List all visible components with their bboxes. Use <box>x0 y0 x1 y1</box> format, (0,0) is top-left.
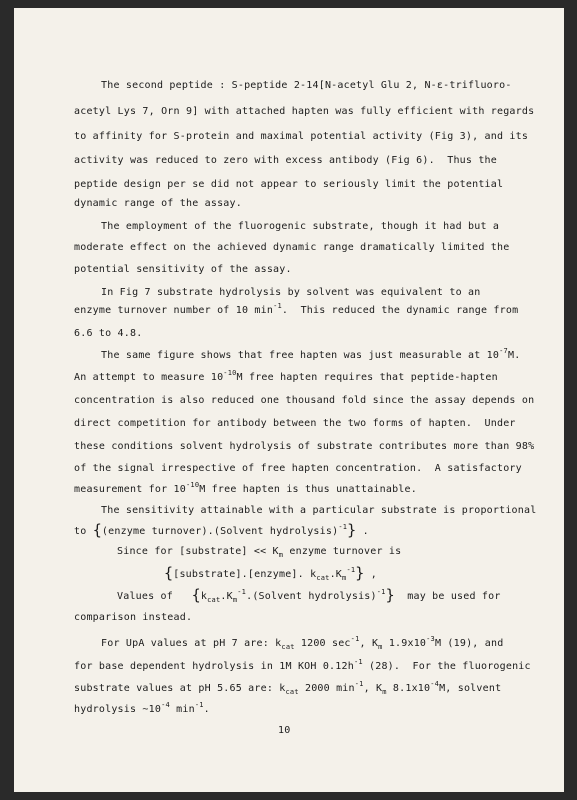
paragraph-4-line-5: these conditions solvent hydrolysis of substrate contributes more than 98% <box>74 441 535 452</box>
paragraph-1-line-3: to affinity for S-protein and maximal potential activity (Fig 3), and its <box>74 131 529 142</box>
paragraph-7-line-1: For UpA values at pH 7 are: $k_{cat}$ 1200 $\sec^{-1}$, $K_m$ $1.9x10^{-3}M$ (19), and <box>101 635 504 651</box>
paragraph-1-line-4: activity was reduced to zero with excess antibody (Fig 6). Thus the <box>74 155 497 166</box>
paragraph-3-line-2: enzyme turnover number of 10 $\min^{-1}$. This reduced the dynamic range from <box>74 302 519 316</box>
paragraph-7-line-3: substrate values at pH 5.65 are: $k_{cat}$ 2000 $\min^{-1}$, $K_m$ $8.1x10^{-4}M$, solvent <box>74 680 502 696</box>
paragraph-6-line-4: comparison instead. <box>74 612 193 623</box>
paragraph-4-line-4: direct competition for antibody between the two forms of hapten. Under <box>74 418 516 429</box>
paragraph-3-line-1: In Fig 7 substrate hydrolysis by solvent was equivalent to an <box>101 287 481 298</box>
document-page <box>14 8 564 792</box>
paragraph-2-line-3: potential sensitivity of the assay. <box>74 264 292 275</box>
paragraph-4-line-2: An attempt to measure $10^{-10}M$ free hapten requires that peptide-hapten <box>74 369 498 383</box>
paragraph-6-line-2: {[substrate].[enzyme]. $k_{cat}.K_m^{-1}$} , <box>164 564 377 582</box>
paragraph-6-line-1: Since for [substrate] << $K_m$ enzyme turnover is <box>117 546 402 559</box>
paragraph-3-line-3: 6.6 to 4.8. <box>74 328 143 339</box>
paragraph-6-line-3: Values of {$k_{cat}.K_m^{-1}.(Solvent$ hydrolysis)$^{-1}$} may be used for <box>117 586 501 604</box>
paragraph-1-line-6: dynamic range of the assay. <box>74 198 242 209</box>
paragraph-5-line-2: to {(enzyme turnover).(Solvent hydrolysis)$^{-1}$} . <box>74 521 369 539</box>
paragraph-7-line-2: for base dependent hydrolysis in 1M KOH $0.12h^{-1}$ (28). For the fluorogenic <box>74 658 531 672</box>
paragraph-4-line-1: The same figure shows that free hapten was just measurable at $10^{-7}M$. <box>101 347 521 361</box>
paragraph-1-line-5: peptide design per se did not appear to seriously limit the potential <box>74 179 504 190</box>
paragraph-1-line-1: The second peptide : S-peptide 2-14[N-acetyl Glu 2, N-ε-trifluoro- <box>101 80 512 91</box>
paragraph-5-line-1: The sensitivity attainable with a particular substrate is proportional <box>101 505 537 516</box>
paragraph-2-line-2: moderate effect on the achieved dynamic range dramatically limited the <box>74 242 510 253</box>
paragraph-4-line-7: measurement for $10^{-10}M$ free hapten is thus unattainable. <box>74 481 417 495</box>
paragraph-1-line-2: acetyl Lys 7, Orn 9] with attached hapten was fully efficient with regards <box>74 106 535 117</box>
brace-open: { <box>92 521 102 539</box>
paragraph-4-line-3: concentration is also reduced one thousand fold since the assay depends on <box>74 395 535 406</box>
paragraph-2-line-1: The employment of the fluorogenic substrate, though it had but a <box>101 221 500 232</box>
page-number: 10 <box>278 725 291 736</box>
paragraph-4-line-6: of the signal irrespective of free hapten concentration. A satisfactory <box>74 463 522 474</box>
brace-close: } <box>347 521 357 539</box>
paragraph-7-line-4: hydrolysis $\sim 10^{-4}$ $\min^{-1}$. <box>74 701 210 715</box>
